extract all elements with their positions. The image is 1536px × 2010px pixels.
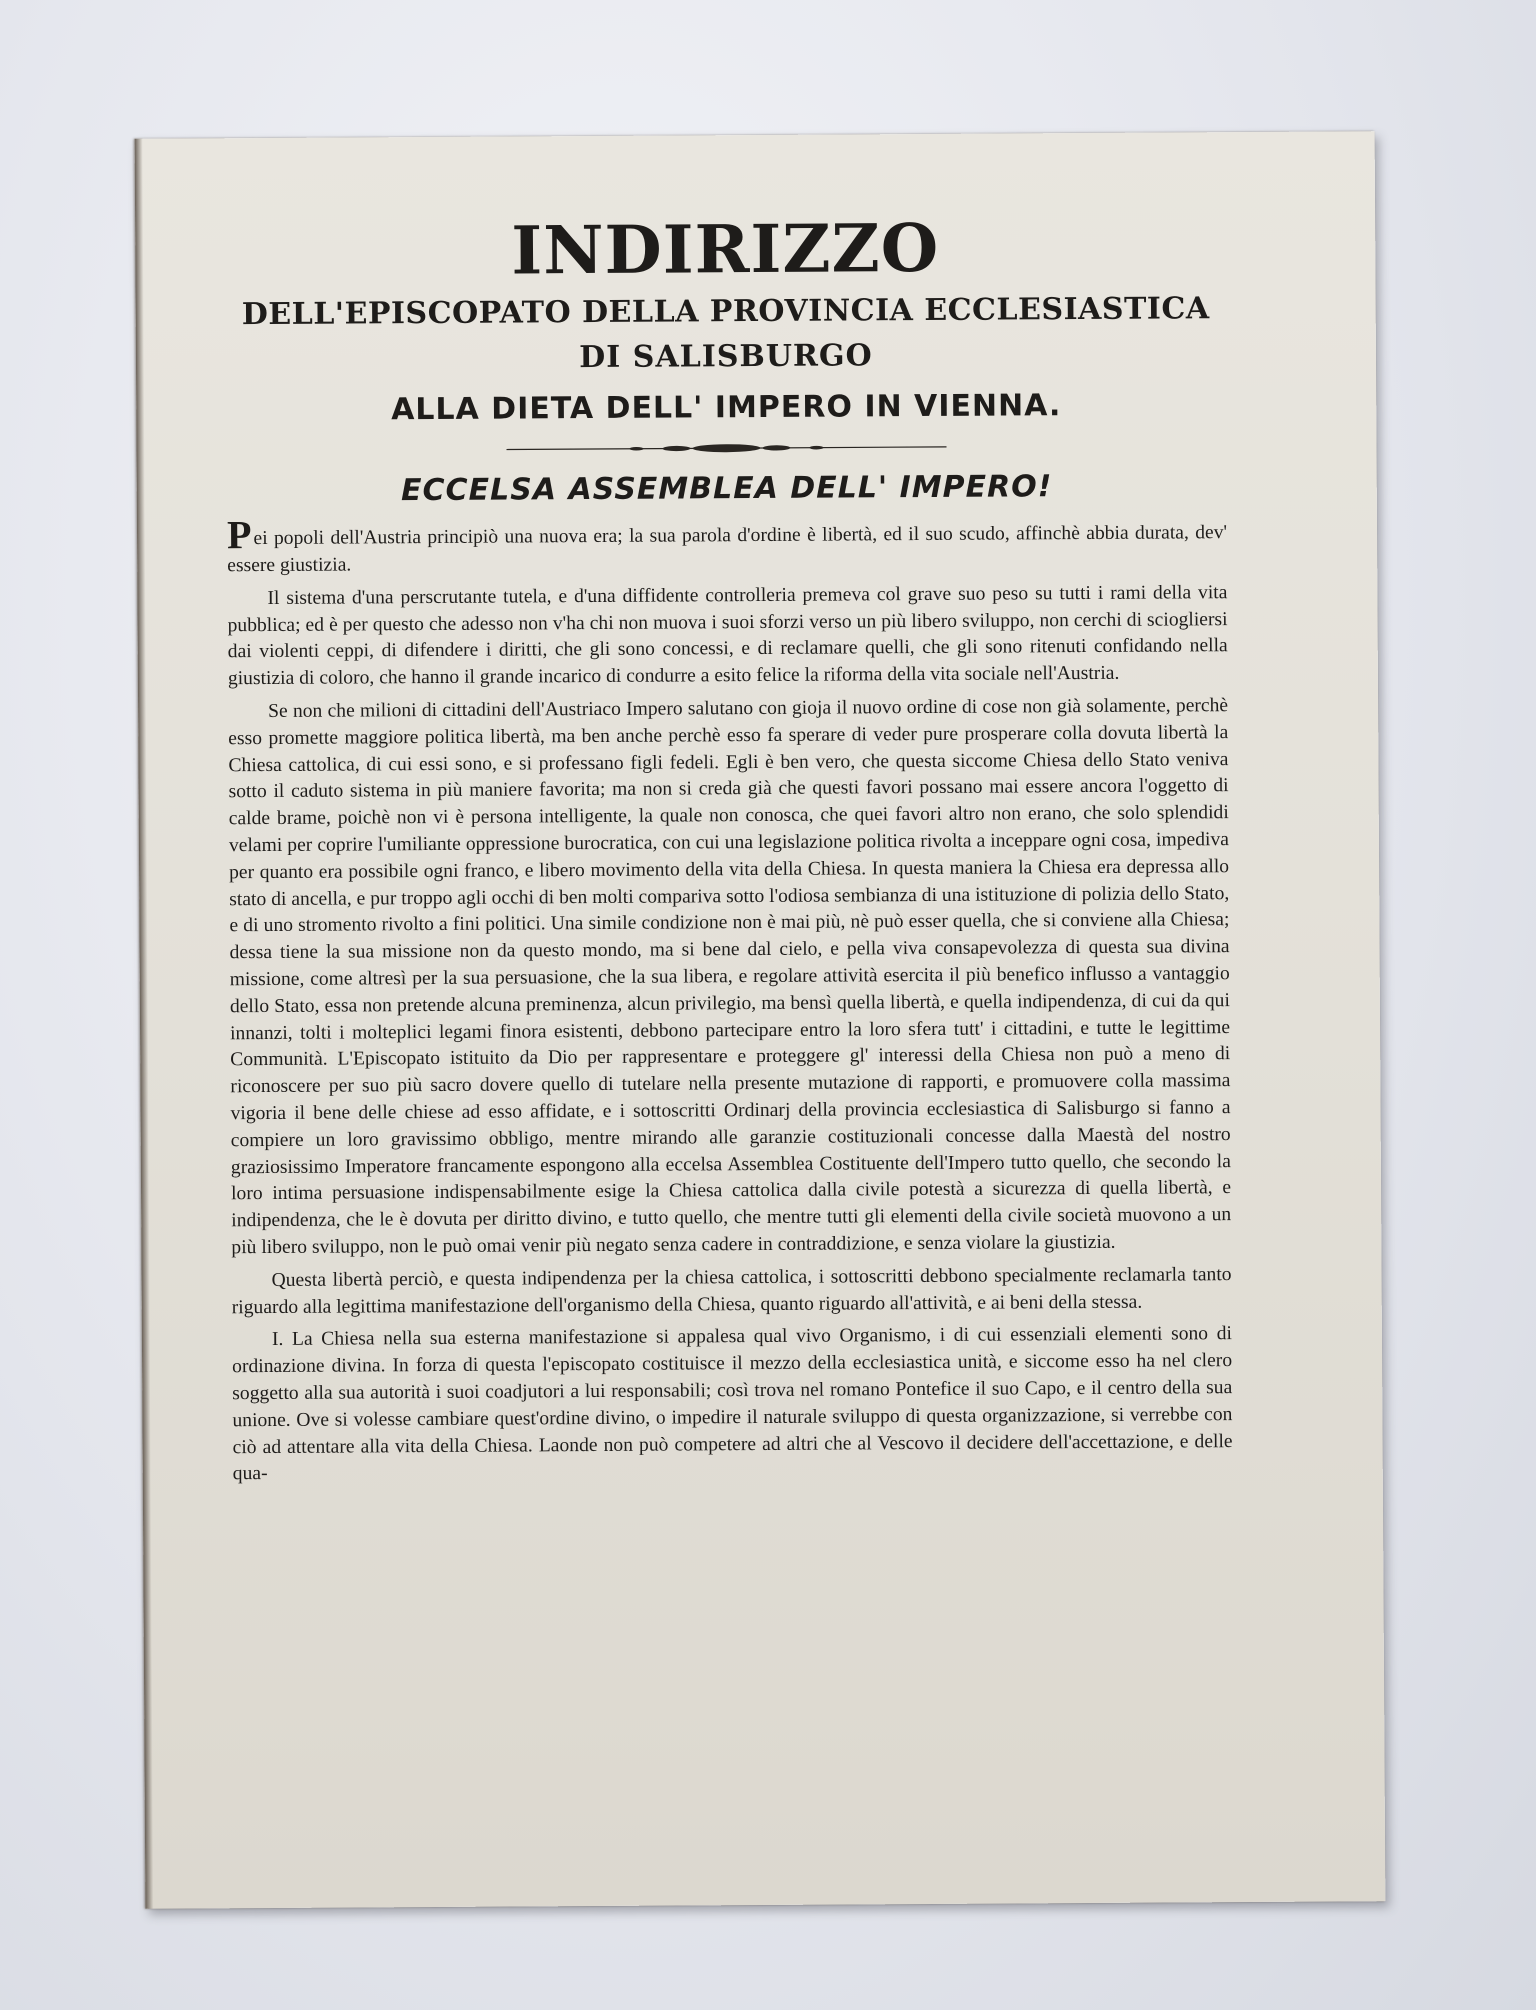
paragraph-1 xyxy=(226,512,1228,580)
paragraph-3: Se non che milioni di cittadini dell'Austriaco Impero salutano con gioja il nuovo ordine di cose non già solamente, perchè esso promette maggiore politica libertà, ma ben anche perchè esso fa sperare di veder pure prosperare colla dovuta libertà la Chiesa cattolica, di cui essi sono, e si professano figli fedeli. Egli è ben vero, che questa siccome Chiesa dello Stato veniva sotto il caduto sistema in più maniere favorita; ma non si creda già che questi favori possano mai essere ancora l'oggetto di calde brame, poichè non vi è persona intelligente, la quale non conosca, che quei favori altro non erano, che solo splendidi velami per coprire l'umiliante oppressione burocratica, con cui una legislazione politica rivolta a inceppare ogni cosa, impediva per quanto era possibile ogni franco, e libero movimento della vita della Chiesa. In questa maniera la Chiesa era depressa allo stato di ancella, e pur troppo agli occhi di ben molti compariva sotto l'odiosa sembianza di una istituzione di polizia dello Stato, e di uno stromento rivolto a fini politici. Una simile condizione non è mai più, nè può esser quella, che si conviene alla Chiesa; dessa tiene la sua missione non da questo mondo, ma si bene dal cielo, e pella viva consapevolezza di questa sua divina missione, come altresì per la sua persuasione, che la sua libera, e regolare attività esercita il più benefico influsso a vantaggio dello Stato, essa non pretende alcuna preminenza, alcun privilegio, ma bensì quella libertà, e quella indipendenza, di cui da qui innanzi, tolti i molteplici legami finora esistenti, debbono partecipare entro la loro sfera tutt' i cittadini, e tutte le legittime Communità. L'Episcopato istituito da Dio per rappresentare e proteggere gl' interessi della Chiesa non può a meno di riconoscere per suo più sacro dovere quello di tutelare nella presente mutazione di rapporti, e promuovere colla massima vigoria il bene delle chiese ad esso affidate, e i sottoscritti Ordinarj della provincia ecclesiastica di Salisburgo si fanno a compiere un loro gravissimo obbligo, mentre mirando alle garanzie costituzionali concesse dalla Maestà del nostro graziosissimo Imperatore francamente espongono alla eccelsa Assemblea Costituente dell'Impero tutto quello, che secondo la loro intima persuasione indispensabilmente esige la Chiesa cattolica dalla civile potestà a sicurezza di quella libertà, e indipendenza, che le è dovuta per diritto divino, e tutto quello, che mentre tutti gli elementi della civile società muovono a un più libero sviluppo, non le può omai venir più negato senza cadere in contraddizione, e senza violare la giustizia. xyxy=(228,695,1232,1259)
document-title: INDIRIZZO xyxy=(511,208,940,290)
printed-sheet xyxy=(135,131,1386,1909)
ornamental-rule-icon xyxy=(506,438,946,459)
salutation-heading: ECCELSA ASSEMBLEA DELL' IMPERO! xyxy=(400,469,1053,509)
subtitle-salisburgo: DI SALISBURGO xyxy=(579,338,873,376)
drop-cap: P xyxy=(226,512,252,558)
paragraph-5: I. La Chiesa nella sua esterna manifestazione si appalesa qual vivo Organismo, i di cui essenziali elementi sono di ordinazione divina. In forza di questa l'episcopato costituisce il mezzo della ecclesiastica unità, e siccome esso ha nel clero soggetto alla sua autorità i suoi coadjutori a lui responsabili; così trova nel romano Pontefice il suo Capo, e il centro della sua unione. Ove si volesse cambiare quest'ordine divino, o impedire il naturale sviluppo di questa organizzazione, si verrebbe con ciò ad attentare alla vita della Chiesa. Laonde non può competere ad altri che al Vescovo il decidere dell'accettazione, e delle qua- xyxy=(232,1323,1233,1485)
subtitle-episcopate: DELL'EPISCOPATO DELLA PROVINCIA ECCLESIASTICA xyxy=(241,291,1210,333)
paragraph-1-text: ei popoli dell'Austria principiò una nuova era; la sua parola d'ordine è libertà, ed il suo scudo, affinchè abbia durata, dev' essere giustizia. xyxy=(227,522,1228,577)
document-body xyxy=(225,208,1233,1494)
paragraph-4: Questa libertà perciò, e questa indipendenza per la chiesa cattolica, i sottoscritti debbono specialmente reclamarla tanto riguardo alla legittima manifestazione dell'organismo della Chiesa, quanto riguardo all'attività, e ai beni della stessa. xyxy=(231,1263,1232,1318)
subtitle-dieta: ALLA DIETA DELL' IMPERO IN VIENNA. xyxy=(391,388,1062,428)
paragraph-2: Il sistema d'una perscrutante tutela, e d'una diffidente controlleria premeva col grave suo peso su tutti i rami della vita pubblica; ed è per questo che adesso non v'ha chi non muova i suoi sforzi verso un più libero sviluppo, non cerchi di sciogliersi dai violenti ceppi, di difendere i diritti, che gli sono concessi, e di reclamare quelli, che gli sono ritenuti confidando nella giustizia di coloro, che hanno il grande incarico di condurre a esito felice la riforma della vita sociale nell'Austria. xyxy=(227,582,1228,690)
